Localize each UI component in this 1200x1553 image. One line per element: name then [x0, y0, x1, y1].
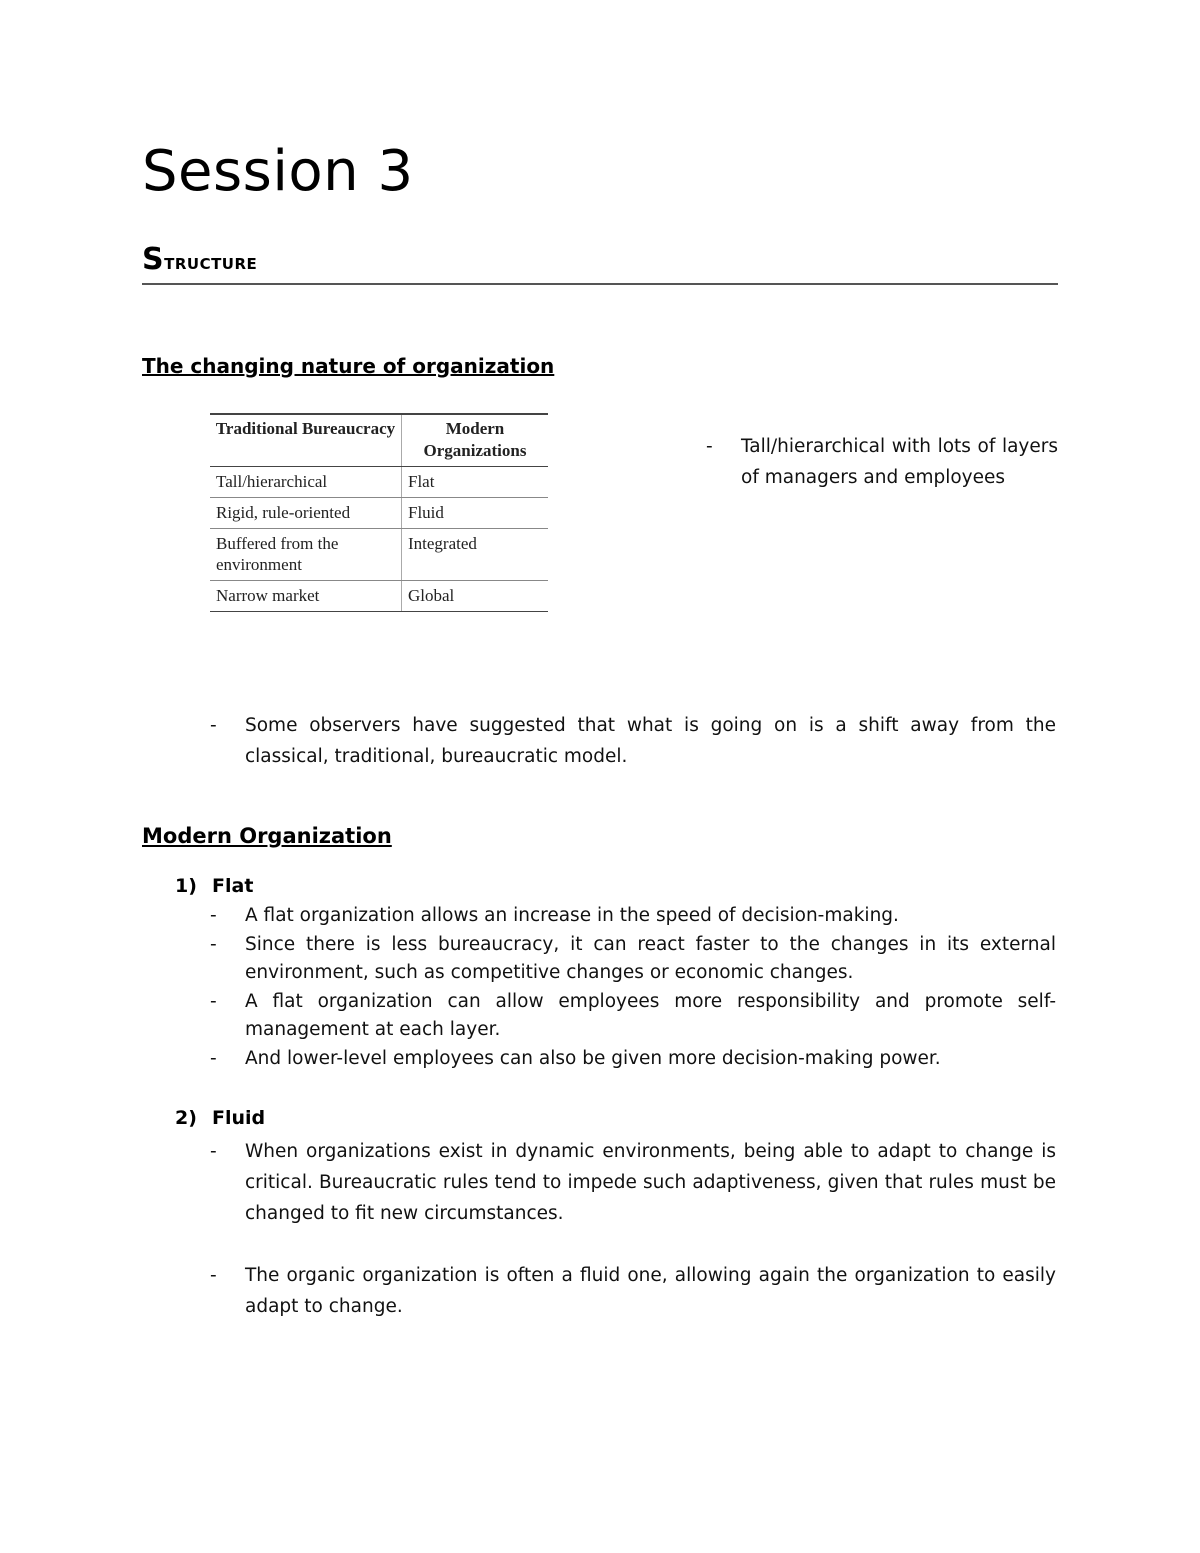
fluid-points-list	[210, 1136, 1056, 1322]
list-item	[210, 902, 1056, 931]
table-row	[210, 467, 548, 498]
fluid-title: Fluid	[212, 1107, 266, 1129]
table-header-row	[210, 414, 548, 467]
bullet-dash: -	[210, 1047, 217, 1069]
flat-point-text: A flat organization can allow employees more responsibility and promote self-management at each layer.	[245, 990, 1056, 1040]
bullet-dash: -	[210, 933, 217, 955]
table-row	[210, 529, 548, 581]
fluid-number: 2)	[175, 1107, 197, 1129]
list-item	[210, 1260, 1056, 1322]
side-note-text: Tall/hierarchical with lots of layers of managers and employees	[741, 436, 1058, 488]
table-cell: Narrow market	[210, 581, 402, 612]
section-heading-rest: tructure	[164, 250, 258, 275]
table-row	[210, 581, 548, 612]
fluid-point-text: The organic organization is often a fluid one, allowing again the organization to easily adapt to change.	[245, 1265, 1056, 1317]
observation-list	[210, 710, 1056, 772]
list-item	[210, 931, 1056, 988]
section-heading-structure	[142, 242, 1058, 285]
table-row	[210, 498, 548, 529]
table-cell: Rigid, rule-oriented	[210, 498, 402, 529]
table-cell: Integrated	[402, 529, 549, 581]
table-cell: Flat	[402, 467, 549, 498]
list-item	[210, 1045, 1056, 1074]
fluid-heading	[175, 1104, 265, 1132]
flat-points-list	[210, 902, 1056, 1073]
side-note-list	[706, 431, 1058, 493]
flat-number: 1)	[175, 875, 197, 897]
list-item	[210, 710, 1056, 772]
observation-text: Some observers have suggested that what is going on is a shift away from the classical, traditional, bureaucratic model.	[245, 715, 1056, 767]
bullet-dash: -	[210, 715, 217, 736]
bullet-dash: -	[210, 1141, 217, 1162]
section-heading-initial: S	[142, 242, 165, 277]
comparison-table	[210, 413, 548, 612]
bullet-dash: -	[210, 990, 217, 1012]
flat-point-text: A flat organization allows an increase in the speed of decision-making.	[245, 905, 899, 926]
page-title: Session 3	[142, 139, 414, 204]
table-cell: Global	[402, 581, 549, 612]
table-header-modern: Modern Organizations	[402, 414, 549, 467]
list-item	[210, 988, 1056, 1045]
list-item	[706, 431, 1058, 493]
bullet-dash: -	[210, 1265, 217, 1286]
flat-title: Flat	[212, 875, 254, 897]
bullet-dash: -	[210, 905, 217, 926]
flat-point-text: And lower-level employees can also be given more decision-making power.	[245, 1047, 941, 1069]
flat-point-text: Since there is less bureaucracy, it can react faster to the changes in its external environment, such as competitive changes or economic changes.	[245, 933, 1056, 983]
table-cell: Fluid	[402, 498, 549, 529]
modern-organization-heading: Modern Organization	[142, 824, 392, 848]
flat-heading	[175, 872, 253, 900]
fluid-point-text: When organizations exist in dynamic environments, being able to adapt to change is critical. Bureaucratic rules tend to impede such adaptiveness, given that rules must be changed to fit new circumstances.	[245, 1141, 1056, 1224]
bullet-dash: -	[706, 436, 713, 457]
table-header-traditional: Traditional Bureaucracy	[210, 414, 402, 467]
changing-nature-heading: The changing nature of organization	[142, 354, 555, 378]
table-cell: Tall/hierarchical	[210, 467, 402, 498]
table-cell: Buffered from the environment	[210, 529, 402, 581]
list-item	[210, 1136, 1056, 1229]
